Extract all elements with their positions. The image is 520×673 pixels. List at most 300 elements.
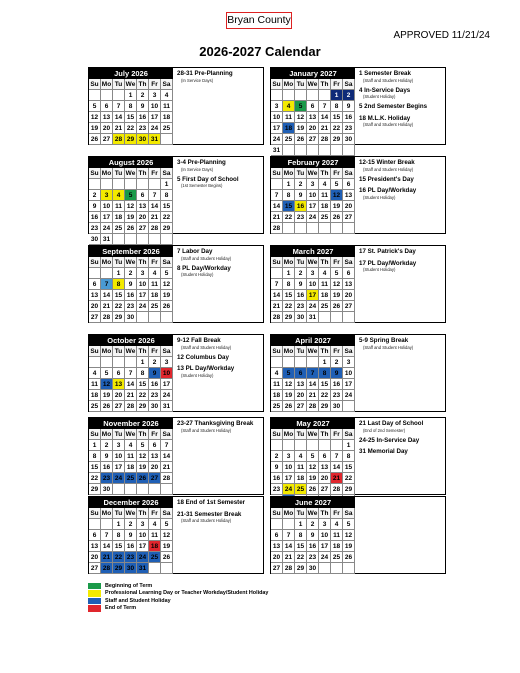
day-cell: 2 xyxy=(149,357,161,368)
empty-cell xyxy=(331,312,343,323)
day-cell: 3 xyxy=(137,268,149,279)
event-note xyxy=(359,70,447,83)
day-cell: 25 xyxy=(295,484,307,495)
day-cell: 14 xyxy=(271,290,283,301)
month-title: June 2027 xyxy=(271,497,355,508)
day-cell: 26 xyxy=(331,212,343,223)
day-cell: 25 xyxy=(149,552,161,563)
empty-cell xyxy=(161,312,173,323)
day-cell: 1 xyxy=(283,268,295,279)
day-grid xyxy=(271,508,355,574)
day-cell: 21 xyxy=(283,552,295,563)
day-cell: 24 xyxy=(113,473,125,484)
day-cell: 3 xyxy=(307,268,319,279)
day-cell: 31 xyxy=(137,563,149,574)
weekday-header: Sa xyxy=(343,429,355,440)
day-cell: 19 xyxy=(331,290,343,301)
day-cell: 30 xyxy=(101,484,113,495)
day-cell: 6 xyxy=(137,190,149,201)
day-cell: 4 xyxy=(125,440,137,451)
day-cell: 14 xyxy=(113,112,125,123)
day-cell: 31 xyxy=(271,145,283,156)
day-cell: 14 xyxy=(307,379,319,390)
day-cell: 13 xyxy=(89,541,101,552)
day-cell: 1 xyxy=(319,357,331,368)
day-cell: 4 xyxy=(283,101,295,112)
day-cell: 10 xyxy=(113,451,125,462)
day-cell: 22 xyxy=(283,212,295,223)
day-cell: 9 xyxy=(89,201,101,212)
day-cell: 25 xyxy=(331,552,343,563)
month-box xyxy=(270,334,446,412)
day-cell: 20 xyxy=(101,123,113,134)
day-cell: 30 xyxy=(343,134,355,145)
empty-cell xyxy=(271,357,283,368)
day-cell: 29 xyxy=(295,563,307,574)
event-title: 1 Semester Break xyxy=(359,70,411,77)
day-cell: 24 xyxy=(283,484,295,495)
empty-cell xyxy=(125,357,137,368)
day-cell: 11 xyxy=(319,190,331,201)
day-cell: 12 xyxy=(161,530,173,541)
event-title: 17 PL Day/Workday xyxy=(359,259,417,267)
day-cell: 5 xyxy=(343,519,355,530)
weekday-header: Th xyxy=(137,429,149,440)
day-cell: 8 xyxy=(283,190,295,201)
day-grid xyxy=(271,346,355,412)
weekday-header: We xyxy=(307,348,318,355)
event-subtitle: (Staff and Student Holiday) xyxy=(181,427,232,433)
weekday-header: Fr xyxy=(331,429,343,440)
day-cell: 2 xyxy=(137,90,149,101)
day-cell: 25 xyxy=(125,473,137,484)
day-grid xyxy=(89,429,173,495)
empty-cell xyxy=(161,484,173,495)
day-cell: 24 xyxy=(149,123,161,134)
day-cell: 10 xyxy=(307,279,319,290)
month-box xyxy=(88,496,264,574)
month-title: September 2026 xyxy=(89,246,173,257)
day-cell: 12 xyxy=(295,112,307,123)
day-cell: 6 xyxy=(149,440,161,451)
empty-cell xyxy=(295,440,307,451)
weekday-header: Mo xyxy=(283,81,294,88)
empty-cell xyxy=(283,519,295,530)
day-cell: 24 xyxy=(137,552,149,563)
day-cell: 20 xyxy=(89,301,101,312)
event-note xyxy=(359,437,447,445)
day-grid xyxy=(271,429,355,506)
day-cell: 23 xyxy=(271,484,283,495)
day-cell: 7 xyxy=(283,530,295,541)
month-title: January 2027 xyxy=(271,68,355,79)
day-cell: 18 xyxy=(161,112,173,123)
empty-cell xyxy=(283,90,295,101)
day-cell: 5 xyxy=(161,268,173,279)
weekday-header: We xyxy=(307,431,318,438)
event-title: 3-4 Pre-Planning xyxy=(177,159,226,166)
month-title: May 2027 xyxy=(271,418,355,429)
day-cell: 28 xyxy=(331,484,343,495)
empty-cell xyxy=(113,90,125,101)
month-calendar xyxy=(89,335,173,412)
day-grid xyxy=(271,79,355,156)
day-cell: 6 xyxy=(113,368,125,379)
day-cell: 12 xyxy=(125,201,137,212)
day-cell: 8 xyxy=(319,368,331,379)
day-cell: 28 xyxy=(125,401,137,412)
day-cell: 1 xyxy=(125,90,137,101)
day-cell: 10 xyxy=(307,190,319,201)
day-grid xyxy=(89,346,173,412)
month-box xyxy=(270,245,446,323)
legend-swatch xyxy=(88,605,101,612)
month-calendar xyxy=(89,246,173,323)
day-cell: 4 xyxy=(149,519,161,530)
day-cell: 4 xyxy=(161,90,173,101)
day-cell: 22 xyxy=(319,390,331,401)
day-cell: 9 xyxy=(271,462,283,473)
weekday-header: Sa xyxy=(343,508,355,519)
day-cell: 19 xyxy=(125,212,137,223)
day-cell: 19 xyxy=(101,390,113,401)
empty-cell xyxy=(125,179,137,190)
day-cell: 25 xyxy=(319,212,331,223)
day-cell: 23 xyxy=(295,301,307,312)
day-cell: 5 xyxy=(161,519,173,530)
day-cell: 24 xyxy=(101,223,113,234)
day-cell: 30 xyxy=(125,312,137,323)
day-cell: 24 xyxy=(161,390,173,401)
day-cell: 21 xyxy=(125,390,137,401)
weekday-header: Sa xyxy=(161,257,173,268)
day-cell: 6 xyxy=(307,101,319,112)
empty-cell xyxy=(137,312,149,323)
weekday-header: Th xyxy=(137,79,149,90)
month-notes xyxy=(177,337,265,382)
day-cell: 22 xyxy=(343,473,355,484)
day-cell: 17 xyxy=(101,212,113,223)
empty-cell xyxy=(319,440,331,451)
day-cell: 30 xyxy=(295,312,307,323)
day-cell: 15 xyxy=(113,290,125,301)
day-cell: 19 xyxy=(307,473,319,484)
empty-cell xyxy=(89,268,101,279)
day-cell: 3 xyxy=(101,190,113,201)
day-cell: 5 xyxy=(307,451,319,462)
empty-cell xyxy=(331,563,343,574)
day-cell: 20 xyxy=(319,473,331,484)
day-cell: 16 xyxy=(271,473,283,484)
day-cell: 7 xyxy=(319,101,331,112)
event-subtitle: (Student Holiday) xyxy=(363,194,396,200)
day-cell: 31 xyxy=(101,234,113,245)
day-cell: 14 xyxy=(149,201,161,212)
weekday-header: Mo xyxy=(283,431,294,438)
day-cell: 10 xyxy=(283,462,295,473)
day-cell: 23 xyxy=(295,212,307,223)
weekday-header: Su xyxy=(89,429,101,440)
day-cell: 2 xyxy=(125,268,137,279)
day-cell: 27 xyxy=(295,401,307,412)
day-cell: 15 xyxy=(331,112,343,123)
day-cell: 20 xyxy=(343,201,355,212)
day-cell: 2 xyxy=(331,357,343,368)
day-cell: 27 xyxy=(89,312,101,323)
day-cell: 9 xyxy=(331,368,343,379)
day-cell: 1 xyxy=(161,179,173,190)
day-cell: 25 xyxy=(319,301,331,312)
day-cell: 31 xyxy=(307,312,319,323)
empty-cell xyxy=(283,440,295,451)
day-cell: 7 xyxy=(271,190,283,201)
weekday-header: Tu xyxy=(113,257,125,268)
day-cell: 16 xyxy=(137,112,149,123)
day-cell: 21 xyxy=(271,301,283,312)
month-box xyxy=(270,156,446,234)
event-title: 5 2nd Semester Begins xyxy=(359,103,428,110)
event-note xyxy=(359,248,447,256)
weekday-header: Sa xyxy=(161,346,173,357)
month-box xyxy=(88,67,264,145)
event-title: 24-25 In-Service Day xyxy=(359,436,420,444)
empty-cell xyxy=(283,145,295,156)
day-cell: 28 xyxy=(307,401,319,412)
empty-cell xyxy=(271,519,283,530)
month-title: November 2026 xyxy=(89,418,173,429)
month-notes xyxy=(359,248,447,276)
day-cell: 17 xyxy=(137,541,149,552)
day-cell: 5 xyxy=(137,440,149,451)
day-cell: 30 xyxy=(149,401,161,412)
day-cell: 2 xyxy=(271,451,283,462)
empty-cell xyxy=(295,357,307,368)
empty-cell xyxy=(331,223,343,234)
weekday-header: Fr xyxy=(149,429,161,440)
event-note xyxy=(177,420,265,433)
event-note xyxy=(359,187,447,200)
day-cell: 28 xyxy=(101,563,113,574)
day-cell: 16 xyxy=(331,379,343,390)
weekday-header: Mo xyxy=(101,81,112,88)
empty-cell xyxy=(271,179,283,190)
empty-cell xyxy=(319,90,331,101)
day-cell: 29 xyxy=(89,484,101,495)
empty-cell xyxy=(319,145,331,156)
day-cell: 30 xyxy=(331,401,343,412)
day-cell: 31 xyxy=(149,134,161,145)
event-note xyxy=(359,159,447,172)
empty-cell xyxy=(125,484,137,495)
day-cell: 15 xyxy=(343,462,355,473)
day-cell: 3 xyxy=(149,90,161,101)
day-cell: 22 xyxy=(137,390,149,401)
day-cell: 1 xyxy=(113,519,125,530)
day-cell: 19 xyxy=(343,541,355,552)
day-cell: 17 xyxy=(161,379,173,390)
day-cell: 18 xyxy=(319,201,331,212)
day-cell: 28 xyxy=(101,312,113,323)
event-title: 23-27 Thanksgiving Break xyxy=(177,420,254,427)
weekday-header: Tu xyxy=(113,508,125,519)
event-title: 9-12 Fall Break xyxy=(177,337,221,344)
day-cell: 11 xyxy=(89,379,101,390)
day-cell: 7 xyxy=(101,279,113,290)
empty-cell xyxy=(319,563,331,574)
day-cell: 30 xyxy=(89,234,101,245)
day-cell: 14 xyxy=(271,201,283,212)
day-cell: 5 xyxy=(331,179,343,190)
day-cell: 5 xyxy=(125,190,137,201)
weekday-header: Th xyxy=(319,429,331,440)
month-box xyxy=(270,496,446,574)
day-cell: 9 xyxy=(137,101,149,112)
day-cell: 7 xyxy=(149,190,161,201)
day-cell: 23 xyxy=(125,552,137,563)
day-cell: 26 xyxy=(295,134,307,145)
day-cell: 26 xyxy=(101,401,113,412)
empty-cell xyxy=(343,401,355,412)
day-cell: 12 xyxy=(161,279,173,290)
day-cell: 3 xyxy=(271,101,283,112)
day-cell: 13 xyxy=(113,379,125,390)
weekday-header: Tu xyxy=(295,257,307,268)
day-grid xyxy=(89,168,173,245)
day-cell: 28 xyxy=(283,563,295,574)
day-cell: 22 xyxy=(295,552,307,563)
day-cell: 8 xyxy=(295,530,307,541)
day-cell: 24 xyxy=(319,552,331,563)
weekday-header: Mo xyxy=(283,348,294,355)
event-note xyxy=(177,499,265,507)
day-cell: 20 xyxy=(89,552,101,563)
event-title: 12-15 Winter Break xyxy=(359,159,415,166)
day-cell: 23 xyxy=(125,301,137,312)
event-title: 31 Memorial Day xyxy=(359,448,408,455)
legend-swatch xyxy=(88,583,101,590)
empty-cell xyxy=(283,357,295,368)
day-cell: 10 xyxy=(149,101,161,112)
day-cell: 5 xyxy=(331,268,343,279)
day-cell: 21 xyxy=(101,552,113,563)
day-cell: 21 xyxy=(149,212,161,223)
weekday-header: We xyxy=(307,259,318,266)
empty-cell xyxy=(319,312,331,323)
day-cell: 4 xyxy=(319,179,331,190)
weekday-header: Su xyxy=(271,346,283,357)
event-subtitle: (Student Holiday) xyxy=(363,267,396,272)
weekday-header: Sa xyxy=(161,429,173,440)
month-box xyxy=(88,334,264,412)
day-grid xyxy=(271,168,355,234)
day-cell: 11 xyxy=(125,451,137,462)
weekday-header: Mo xyxy=(101,170,112,177)
event-note xyxy=(177,365,265,378)
day-cell: 26 xyxy=(125,223,137,234)
weekday-header: Th xyxy=(137,257,149,268)
weekday-header: Fr xyxy=(331,508,343,519)
empty-cell xyxy=(149,484,161,495)
event-subtitle: (Staff and Student Holiday) xyxy=(363,166,414,172)
day-cell: 26 xyxy=(331,301,343,312)
day-cell: 23 xyxy=(137,123,149,134)
empty-cell xyxy=(101,519,113,530)
day-cell: 27 xyxy=(271,563,283,574)
day-cell: 6 xyxy=(343,268,355,279)
weekday-header: Sa xyxy=(343,346,355,357)
weekday-header: Tu xyxy=(295,168,307,179)
day-cell: 15 xyxy=(319,379,331,390)
day-cell: 2 xyxy=(343,90,355,101)
day-cell: 20 xyxy=(149,462,161,473)
day-cell: 27 xyxy=(307,134,319,145)
empty-cell xyxy=(283,223,295,234)
month-calendar xyxy=(271,157,355,234)
day-cell: 10 xyxy=(343,368,355,379)
empty-cell xyxy=(307,357,319,368)
empty-cell xyxy=(295,223,307,234)
day-cell: 3 xyxy=(161,357,173,368)
weekday-header: Th xyxy=(137,508,149,519)
legend-swatch xyxy=(88,590,101,597)
day-cell: 14 xyxy=(101,541,113,552)
day-cell: 18 xyxy=(149,541,161,552)
weekday-header: Sa xyxy=(161,168,173,179)
day-cell: 8 xyxy=(113,530,125,541)
event-title: 18 End of 1st Semester xyxy=(177,499,246,506)
day-cell: 27 xyxy=(101,134,113,145)
day-cell: 12 xyxy=(331,190,343,201)
day-cell: 20 xyxy=(137,212,149,223)
month-box xyxy=(270,67,446,154)
empty-cell xyxy=(343,563,355,574)
day-cell: 11 xyxy=(149,530,161,541)
day-cell: 11 xyxy=(295,462,307,473)
month-notes xyxy=(177,159,265,192)
weekday-header: Sa xyxy=(343,79,355,90)
day-cell: 1 xyxy=(113,268,125,279)
event-title: 18 M.L.K. Holiday xyxy=(359,114,411,122)
day-cell: 11 xyxy=(161,101,173,112)
weekday-header: Mo xyxy=(101,259,112,266)
event-note xyxy=(177,511,265,524)
day-cell: 16 xyxy=(125,541,137,552)
weekday-header: Tu xyxy=(295,508,307,519)
day-cell: 16 xyxy=(343,112,355,123)
day-cell: 23 xyxy=(149,390,161,401)
day-cell: 18 xyxy=(283,123,295,134)
day-cell: 15 xyxy=(89,462,101,473)
empty-cell xyxy=(307,440,319,451)
day-cell: 18 xyxy=(319,290,331,301)
empty-cell xyxy=(307,145,319,156)
day-cell: 9 xyxy=(295,190,307,201)
day-cell: 4 xyxy=(295,451,307,462)
weekday-header: Fr xyxy=(331,346,343,357)
day-cell: 9 xyxy=(307,530,319,541)
day-cell: 13 xyxy=(307,112,319,123)
empty-cell xyxy=(137,234,149,245)
weekday-header: Sa xyxy=(161,508,173,519)
empty-cell xyxy=(295,145,307,156)
event-note xyxy=(359,115,447,128)
month-title: March 2027 xyxy=(271,246,355,257)
empty-cell xyxy=(113,234,125,245)
day-cell: 16 xyxy=(295,290,307,301)
day-cell: 9 xyxy=(343,101,355,112)
event-subtitle: (In Service Days) xyxy=(181,77,214,83)
day-cell: 1 xyxy=(295,519,307,530)
